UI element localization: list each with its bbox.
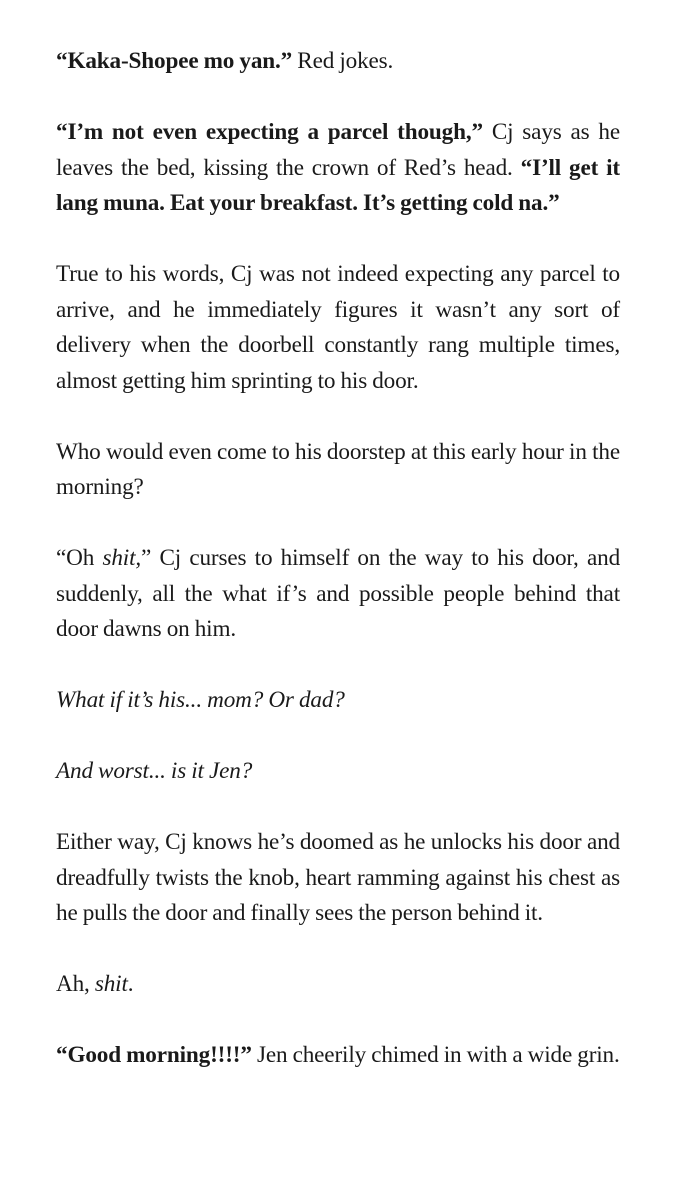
text-italic: And worst... is it Jen?	[56, 758, 253, 784]
text-run: True to his words, Cj was not indeed expecting any parcel to arrive, and he immediately figures it wasn’t any sort of delivery when the doorbell constantly rang multiple times, almost getting him sprinting to his door.	[56, 261, 620, 394]
story-paragraph	[56, 683, 620, 719]
story-paragraph	[56, 44, 620, 80]
story-paragraph	[56, 115, 620, 222]
dialogue-bold: “Kaka-Shopee mo yan.”	[56, 48, 293, 74]
dialogue-bold: “I’m not even expecting a parcel though,”	[56, 119, 483, 145]
story-paragraph	[56, 435, 620, 506]
text-run: .	[127, 971, 134, 997]
story-paragraph	[56, 541, 620, 648]
story-paragraph	[56, 754, 620, 790]
text-run: Red jokes.	[292, 48, 394, 74]
story-paragraph	[56, 1038, 620, 1074]
text-run: ” Cj curses to himself on the way to his door, and suddenly, all the what if’s and possible people behind that door dawns on him.	[56, 545, 621, 642]
text-run: “Oh	[56, 545, 103, 571]
story-text	[56, 44, 620, 1074]
text-run: Either way, Cj knows he’s doomed as he unlocks his door and dreadfully twists the knob, heart ramming against his chest as he pulls the door and finally sees the person behind it.	[56, 829, 620, 926]
story-paragraph	[56, 967, 620, 1003]
text-italic: shit,	[102, 545, 142, 571]
text-run: Cj says as he leaves the bed, kissing the crown of Red’s head.	[56, 119, 620, 181]
text-italic: What if it’s his... mom? Or dad?	[56, 687, 345, 713]
dialogue-bold: “I’ll get it lang muna. Eat your breakfast. It’s getting cold na.”	[56, 154, 620, 216]
dialogue-bold: “Good morning!!!!”	[56, 1042, 252, 1068]
text-italic: shit	[94, 971, 128, 997]
story-paragraph	[56, 257, 620, 399]
text-run: Who would even come to his doorstep at this early hour in the morning?	[56, 438, 620, 500]
text-run: Ah,	[56, 971, 95, 997]
story-paragraph	[56, 825, 620, 932]
text-run: Jen cheerily chimed in with a wide grin.	[251, 1042, 620, 1068]
